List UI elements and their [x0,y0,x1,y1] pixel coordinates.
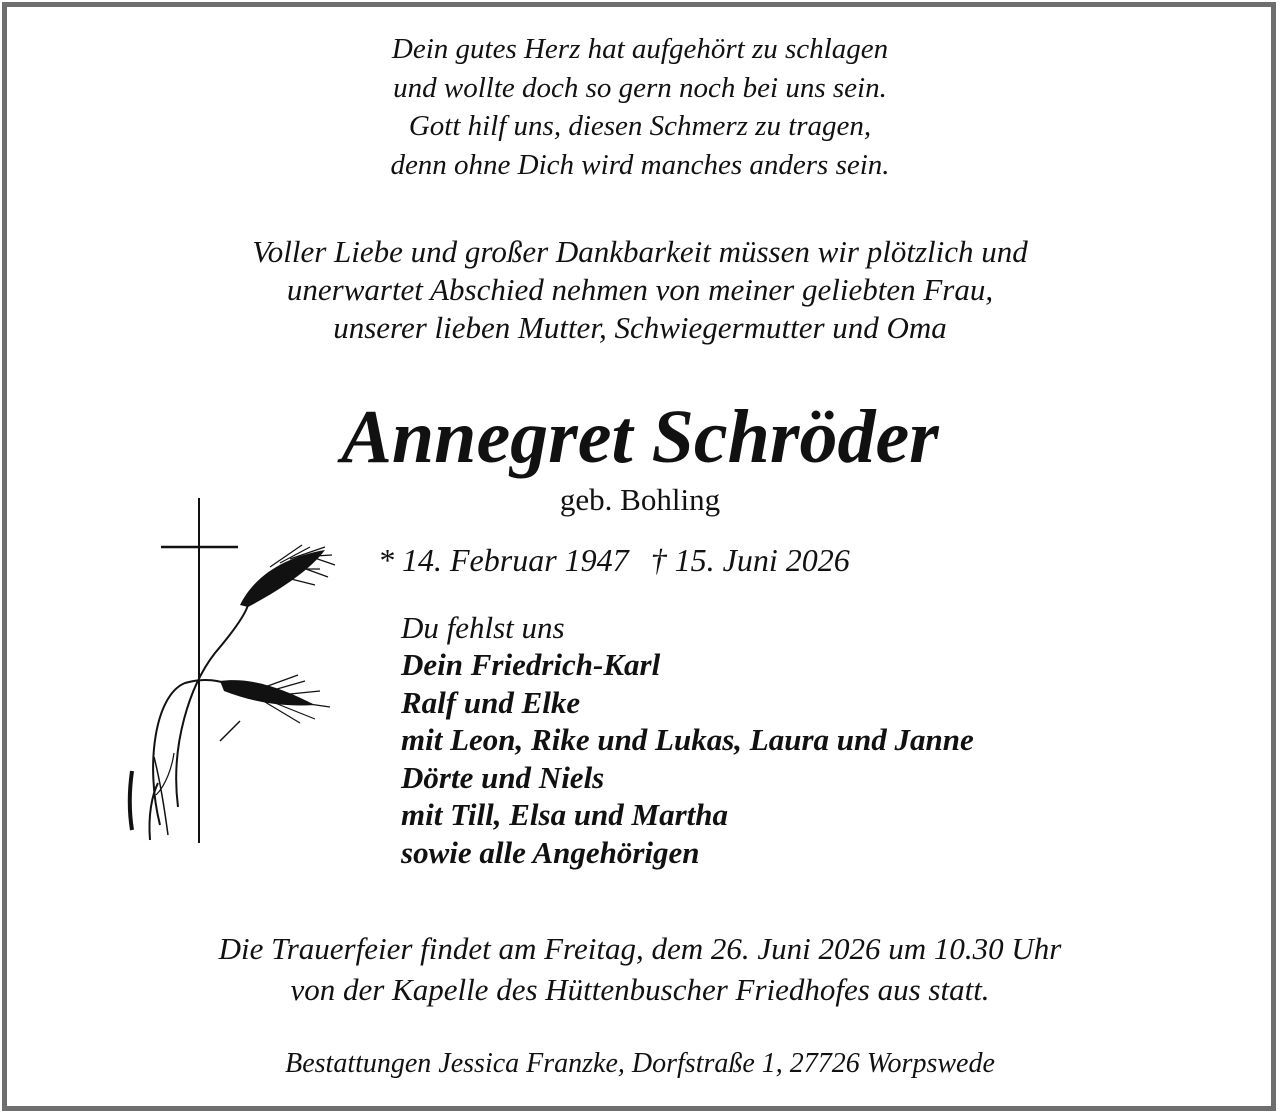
birth-date: * 14. Februar 1947 [378,542,629,578]
family-member: sowie alle Angehörigen [401,834,700,870]
family-member: Dein Friedrich-Karl [401,647,661,682]
family-member: Dörte und Niels [401,759,605,795]
poem [0,30,1280,184]
funeral-line: Die Trauerfeier findet am Freitag, dem 26. Juni 2026 um 10.30 Uhr [218,931,1062,966]
intro-line: Voller Liebe und großer Dankbarkeit müssen wir plötzlich und [252,234,1028,269]
funeral-line: von der Kapelle des Hüttenbuscher Friedhofes aus statt. [290,972,990,1007]
intro-line: unserer lieben Mutter, Schwiegermutter und Oma [333,310,947,345]
deceased-name: Annegret Schröder [341,395,939,479]
life-dates [378,540,850,580]
poem-line: Gott hilf uns, diesen Schmerz zu tragen, [408,110,872,142]
poem-line: Dein gutes Herz hat aufgehört zu schlagen [391,33,889,65]
funeral-info [0,928,1280,1010]
death-date: † 15. Juni 2026 [650,542,850,578]
birth-name: geb. Bohling [559,482,721,517]
family-member: mit Leon, Rike und Lukas, Laura und Janne [401,722,974,757]
poem-line: denn ohne Dich wird manches anders sein. [390,148,890,181]
family-lead: Du fehlst uns [401,610,565,645]
cross-with-wheat-icon [120,495,360,855]
family-member: mit Till, Elsa und Martha [401,797,729,832]
intro-line: unerwartet Abschied nehmen von meiner geliebten Frau, [286,272,994,307]
family-member: Ralf und Elke [401,684,581,720]
poem-line: und wollte doch so gern noch bei uns sein. [393,71,887,104]
family-signatures [401,610,974,871]
intro-text [0,233,1280,347]
undertaker-info: Bestattungen Jessica Franzke, Dorfstraße 1, 27726 Worpswede [285,1048,995,1079]
